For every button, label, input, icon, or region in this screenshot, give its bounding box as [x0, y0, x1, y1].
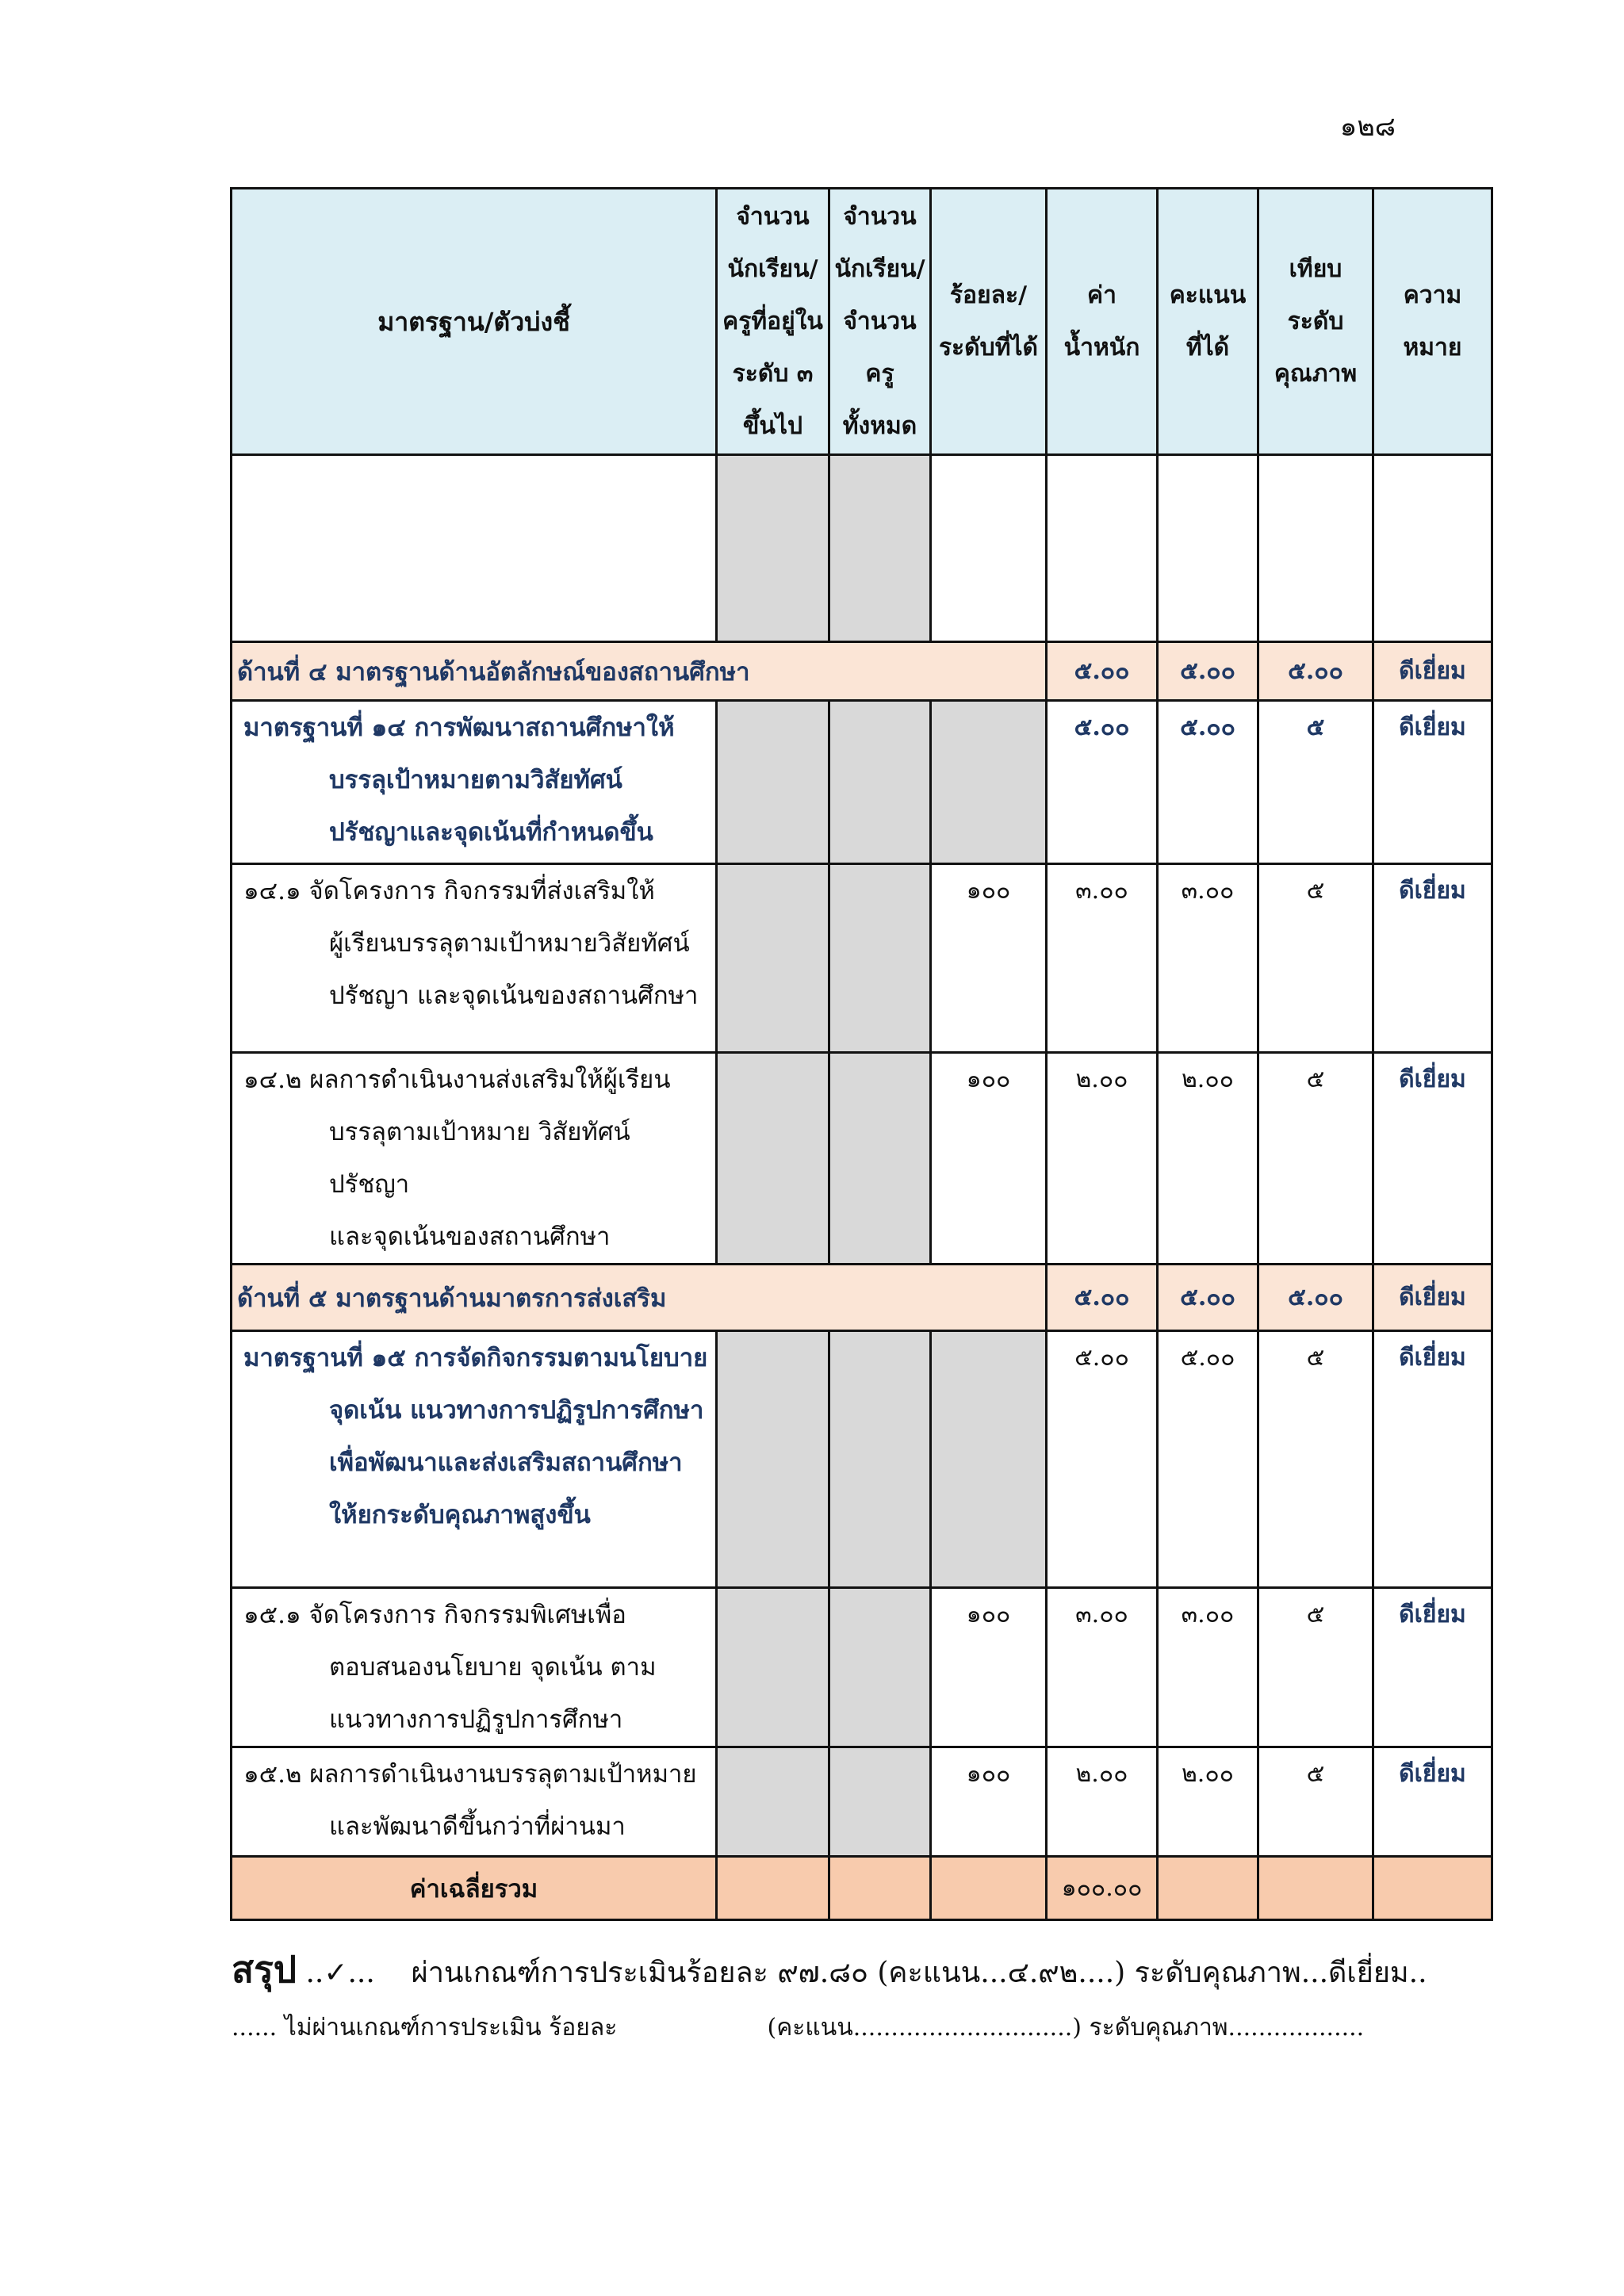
weight-cell: ๕.๐๐ — [1047, 1331, 1158, 1588]
page-number: ๑๒๘ — [1339, 111, 1396, 143]
title-line: ปรัชญาและจุดเน้นที่กำหนดขึ้น — [329, 818, 653, 847]
header-meaning — [1373, 189, 1492, 455]
blank-cell — [1373, 455, 1492, 642]
header-line: ครูที่อยู่ใน — [722, 307, 823, 335]
indicator-row-15-2 — [232, 1747, 1492, 1857]
header-line: ความ — [1403, 281, 1462, 309]
empty-cell — [829, 1857, 931, 1920]
level-cell: ๕ — [1258, 864, 1373, 1053]
fail-prefix: ...... — [232, 2014, 278, 2042]
header-line: คุณภาพ — [1274, 359, 1358, 388]
section-title: ด้านที่ ๕ มาตรฐานด้านมาตรการส่งเสริม — [232, 1265, 1047, 1331]
weight-cell: ๕.๐๐ — [1047, 642, 1158, 701]
meaning-cell: ดีเยี่ยม — [1373, 1265, 1492, 1331]
percent-cell: ๑๐๐ — [931, 1053, 1047, 1265]
header-line: ค่า — [1087, 281, 1116, 309]
summary-label: สรุป — [232, 1948, 297, 1991]
title-line: ตอบสนองนโยบาย จุดเน้น ตาม — [329, 1653, 657, 1682]
score-cell: ๓.๐๐ — [1158, 1588, 1258, 1747]
grey-cell — [717, 1588, 829, 1747]
blank-cell — [931, 455, 1047, 642]
header-line: ระดับที่ได้ — [938, 333, 1039, 362]
meaning-cell: ดีเยี่ยม — [1373, 1331, 1492, 1588]
grey-cell — [931, 1331, 1047, 1588]
title-line: เพื่อพัฒนาและส่งเสริมสถานศึกษา — [329, 1448, 683, 1477]
header-line: เทียบ — [1289, 254, 1342, 283]
indicator-row-15-1 — [232, 1588, 1492, 1747]
title-line: ๑๕.๑ จัดโครงการ กิจกรรมพิเศษเพื่อ — [243, 1601, 626, 1629]
standard-row-15 — [232, 1331, 1492, 1588]
level-cell: ๕ — [1258, 1588, 1373, 1747]
header-count-total — [829, 189, 931, 455]
empty-cell — [1258, 1857, 1373, 1920]
title-line: และจุดเน้นของสถานศึกษา — [329, 1223, 611, 1251]
grey-cell — [717, 1747, 829, 1857]
standard-title — [232, 1331, 717, 1588]
header-line: นักเรียน/ — [727, 254, 818, 283]
title-line: บรรลุเป้าหมายตามวิสัยทัศน์ — [329, 766, 622, 794]
grey-cell — [829, 455, 931, 642]
header-line: ขึ้นไป — [742, 411, 803, 440]
header-line: จำนวน — [736, 202, 810, 231]
meaning-cell: ดีเยี่ยม — [1373, 701, 1492, 864]
grey-cell — [717, 701, 829, 864]
title-line: ๑๔.๒ ผลการดำเนินงานส่งเสริมให้ผู้เรียน — [243, 1066, 671, 1094]
title-line: ผู้เรียนบรรลุตามเป้าหมายวิสัยทัศน์ — [329, 929, 690, 958]
header-weight — [1047, 189, 1158, 455]
grey-cell — [829, 1053, 931, 1265]
header-line: ทั้งหมด — [842, 411, 917, 440]
header-line: ครู — [865, 359, 894, 388]
title-line: ๑๔.๑ จัดโครงการ กิจกรรมที่ส่งเสริมให้ — [243, 877, 655, 905]
level-cell: ๕.๐๐ — [1258, 642, 1373, 701]
blank-cell — [1258, 455, 1373, 642]
blank-row — [232, 455, 1492, 642]
header-row — [232, 189, 1492, 455]
indicator-title — [232, 1588, 717, 1747]
weight-cell: ๕.๐๐ — [1047, 701, 1158, 864]
weight-cell: ๓.๐๐ — [1047, 1588, 1158, 1747]
empty-cell — [1158, 1857, 1258, 1920]
blank-cell — [232, 455, 717, 642]
score-cell: ๕.๐๐ — [1158, 1331, 1258, 1588]
indicator-title — [232, 864, 717, 1053]
title-line: แนวทางการปฏิรูปการศึกษา — [329, 1705, 623, 1734]
level-cell: ๕ — [1258, 1331, 1373, 1588]
summary-fail-line — [232, 2009, 1364, 2046]
score-cell: ๓.๐๐ — [1158, 864, 1258, 1053]
grey-cell — [829, 864, 931, 1053]
grey-cell — [829, 1331, 931, 1588]
header-percent — [931, 189, 1047, 455]
header-line: ระดับ ๓ — [732, 359, 814, 388]
title-line: และพัฒนาดีขึ้นกว่าที่ผ่านมา — [329, 1812, 626, 1841]
header-line: ร้อยละ/ — [949, 281, 1028, 309]
title-line: มาตรฐานที่ ๑๕ การจัดกิจกรรมตามนโยบาย — [243, 1344, 708, 1372]
percent-cell: ๑๐๐ — [931, 864, 1047, 1053]
header-indicator: มาตรฐาน/ตัวบ่งชี้ — [232, 189, 717, 455]
grey-cell — [717, 1331, 829, 1588]
grey-cell — [931, 701, 1047, 864]
score-cell: ๕.๐๐ — [1158, 642, 1258, 701]
meaning-cell: ดีเยี่ยม — [1373, 642, 1492, 701]
weight-cell: ๓.๐๐ — [1047, 864, 1158, 1053]
meaning-cell: ดีเยี่ยม — [1373, 1747, 1492, 1857]
section-row-4 — [232, 642, 1492, 701]
grey-cell — [717, 1053, 829, 1265]
score-cell: ๕.๐๐ — [1158, 701, 1258, 864]
meaning-cell: ดีเยี่ยม — [1373, 1588, 1492, 1747]
title-line: จุดเน้น แนวทางการปฏิรูปการศึกษา — [329, 1396, 704, 1425]
check-mark: ..✓... — [305, 1957, 375, 1989]
title-line: มาตรฐานที่ ๑๔ การพัฒนาสถานศึกษาให้ — [243, 714, 675, 742]
summary-fail-score: (คะแนน.............................) ระดับคุณภาพ.................. — [767, 2014, 1365, 2042]
header-line: คะแนน — [1169, 281, 1247, 309]
weight-cell: ๒.๐๐ — [1047, 1053, 1158, 1265]
weight-cell: ๒.๐๐ — [1047, 1747, 1158, 1857]
section-title: ด้านที่ ๔ มาตรฐานด้านอัตลักษณ์ของสถานศึกษา — [232, 642, 1047, 701]
title-line: ๑๕.๒ ผลการดำเนินงานบรรลุตามเป้าหมาย — [243, 1760, 697, 1789]
grey-cell — [717, 455, 829, 642]
standard-row-14 — [232, 701, 1492, 864]
indicator-row-14-2 — [232, 1053, 1492, 1265]
average-label: ค่าเฉลี่ยรวม — [232, 1857, 717, 1920]
indicator-row-14-1 — [232, 864, 1492, 1053]
meaning-cell: ดีเยี่ยม — [1373, 864, 1492, 1053]
standards-table — [230, 187, 1493, 1921]
empty-cell — [717, 1857, 829, 1920]
standard-title — [232, 701, 717, 864]
header-score — [1158, 189, 1258, 455]
header-line: จำนวน — [843, 307, 917, 335]
indicator-title — [232, 1053, 717, 1265]
empty-cell — [931, 1857, 1047, 1920]
level-cell: ๕.๐๐ — [1258, 1265, 1373, 1331]
header-line: นักเรียน/ — [834, 254, 925, 283]
header-level — [1258, 189, 1373, 455]
grey-cell — [829, 701, 931, 864]
average-weight: ๑๐๐.๐๐ — [1047, 1857, 1158, 1920]
header-line: ระดับ — [1287, 307, 1344, 335]
score-cell: ๒.๐๐ — [1158, 1747, 1258, 1857]
score-cell: ๒.๐๐ — [1158, 1053, 1258, 1265]
meaning-cell: ดีเยี่ยม — [1373, 1053, 1492, 1265]
weight-cell: ๕.๐๐ — [1047, 1265, 1158, 1331]
summary-fail-text: ไม่ผ่านเกณฑ์การประเมิน ร้อยละ — [284, 2014, 618, 2042]
score-cell: ๕.๐๐ — [1158, 1265, 1258, 1331]
level-cell: ๕ — [1258, 1747, 1373, 1857]
empty-cell — [1373, 1857, 1492, 1920]
title-line: ให้ยกระดับคุณภาพสูงขึ้น — [329, 1501, 591, 1529]
blank-cell — [1158, 455, 1258, 642]
title-line: บรรลุตามเป้าหมาย วิสัยทัศน์ ปรัชญา — [329, 1118, 630, 1199]
summary-pass-line — [232, 1941, 1427, 1999]
average-row — [232, 1857, 1492, 1920]
grey-cell — [829, 1747, 931, 1857]
percent-cell: ๑๐๐ — [931, 1747, 1047, 1857]
percent-cell: ๑๐๐ — [931, 1588, 1047, 1747]
level-cell: ๕ — [1258, 1053, 1373, 1265]
blank-cell — [1047, 455, 1158, 642]
summary-pass-text: ผ่านเกณฑ์การประเมินร้อยละ ๙๗.๘๐ (คะแนน...๔.๙๒....) ระดับคุณภาพ...ดีเยี่ยม.. — [411, 1957, 1427, 1989]
title-line: ปรัชญา และจุดเน้นของสถานศึกษา — [329, 982, 699, 1010]
header-count-level3 — [717, 189, 829, 455]
section-row-5 — [232, 1265, 1492, 1331]
header-line: น้ำหนัก — [1063, 333, 1140, 362]
level-cell: ๕ — [1258, 701, 1373, 864]
grey-cell — [829, 1588, 931, 1747]
header-line: หมาย — [1403, 333, 1462, 362]
header-line: จำนวน — [843, 202, 917, 231]
indicator-title — [232, 1747, 717, 1857]
grey-cell — [717, 864, 829, 1053]
header-line: ที่ได้ — [1185, 333, 1230, 362]
